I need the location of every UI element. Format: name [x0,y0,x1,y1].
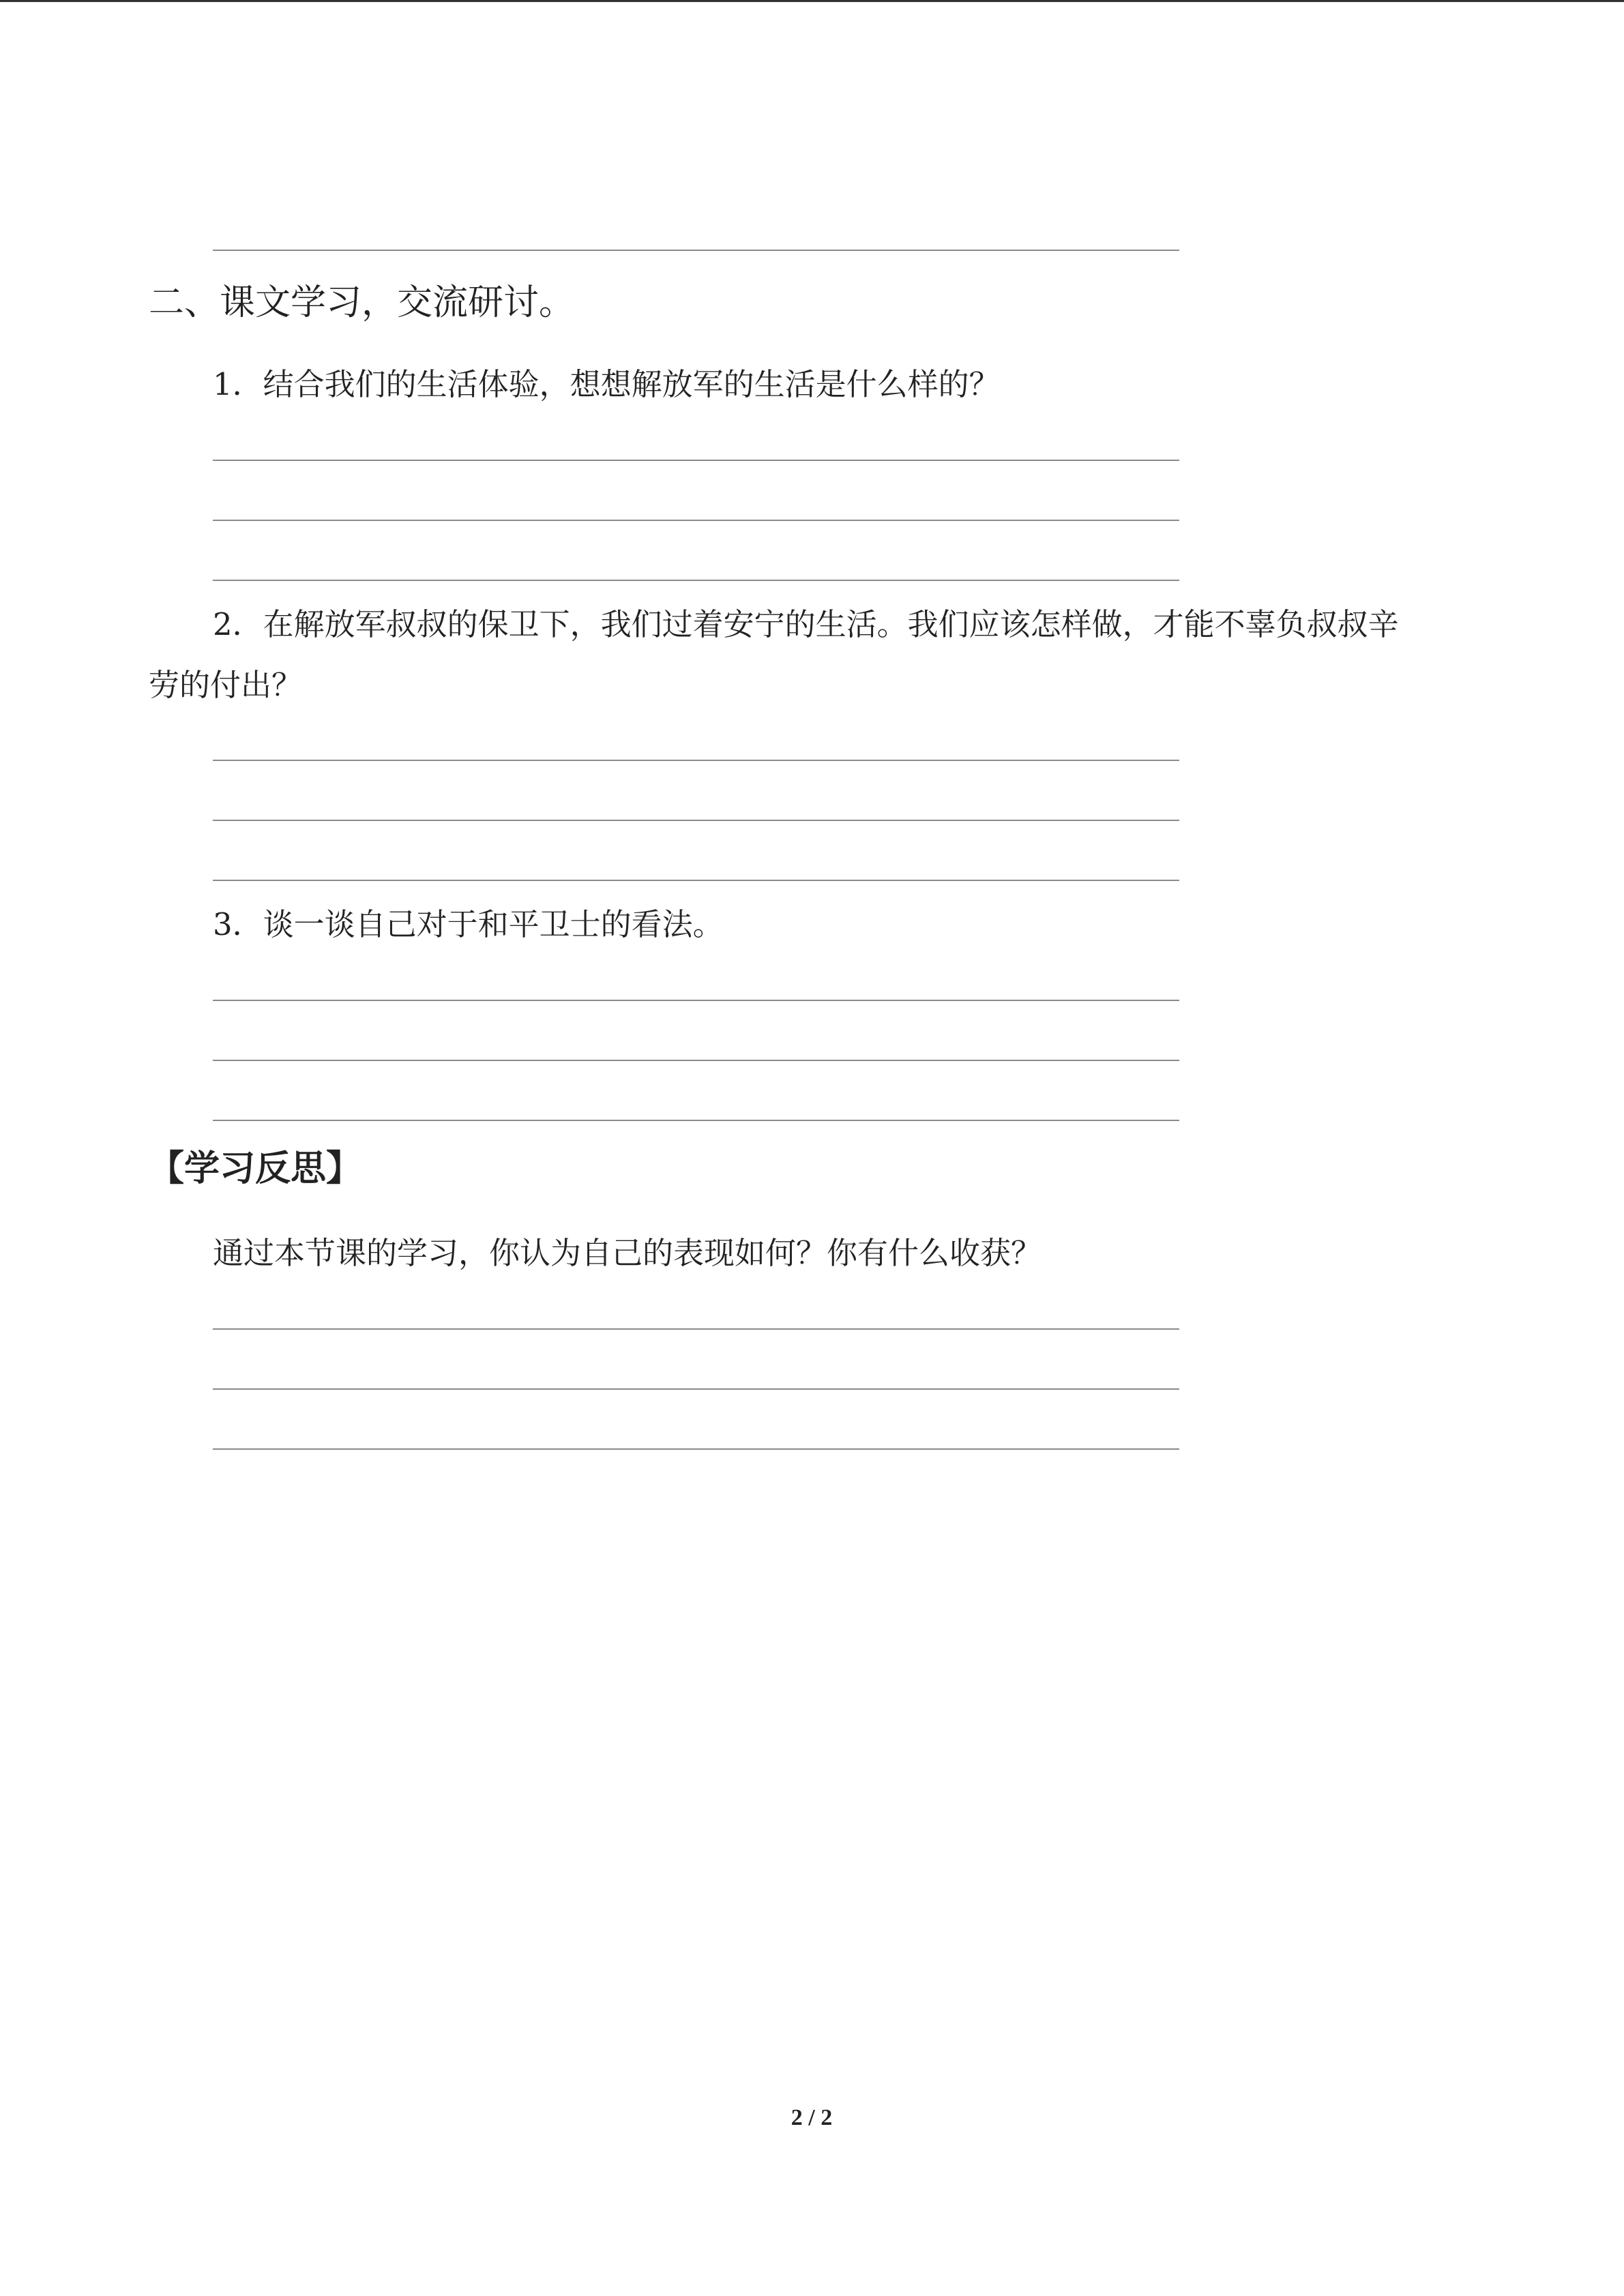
reflection-title: 【学习反思】 [149,1148,362,1189]
answer-line [213,820,1179,821]
page-number: 2 / 2 [791,2105,833,2130]
question-2-line-1: 2．在解放军叔叔的保卫下，我们过着安宁的生活。我们应该怎样做，才能不辜负叔叔辛 [213,606,1399,642]
answer-line [213,1448,1179,1450]
answer-line [213,1328,1179,1330]
answer-line [213,1120,1179,1121]
section-heading: 二、课文学习，交流研讨。 [149,282,575,323]
answer-line [213,1060,1179,1061]
answer-line [213,880,1179,881]
answer-line [213,1000,1179,1001]
answer-line [213,250,1179,251]
answer-line [213,760,1179,761]
reflection-prompt: 通过本节课的学习，你认为自己的表现如何？你有什么收获？ [213,1235,1042,1271]
question-2-line-2: 劳的付出？ [149,667,303,703]
answer-line [213,580,1179,581]
answer-line [213,520,1179,521]
page-top-border [0,0,1624,2]
question-3: 3．谈一谈自己对于和平卫士的看法。 [213,906,724,942]
answer-line [213,1388,1179,1390]
question-1: 1．结合我们的生活体验，想想解放军的生活是什么样的？ [213,366,1000,402]
answer-line [213,460,1179,461]
